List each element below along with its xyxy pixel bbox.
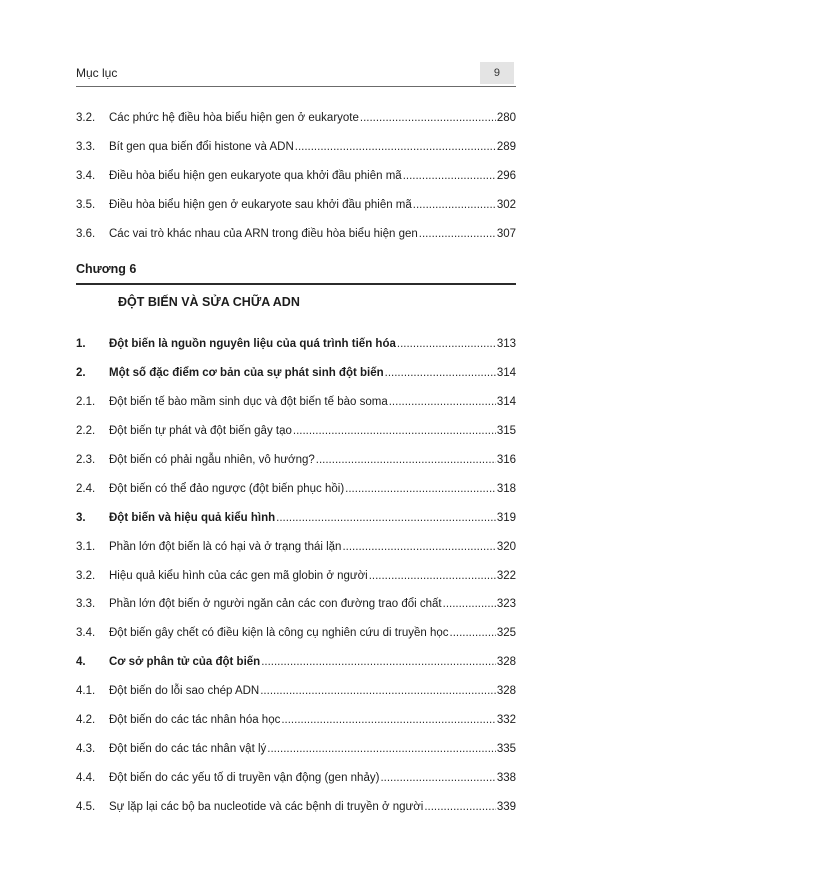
toc-entry-page: 314 bbox=[496, 367, 516, 380]
toc-entry-page: 338 bbox=[496, 771, 516, 784]
toc-entry-label: Điều hòa biểu hiện gen eukaryote qua khởi đầu phiên mã bbox=[109, 169, 402, 182]
toc-entry-label: Đột biến tự phát và đột biến gây tạo bbox=[109, 425, 292, 438]
toc-entry bbox=[76, 706, 516, 735]
toc-entry-label: Đột biến do lỗi sao chép ADN bbox=[109, 685, 260, 698]
toc-entry bbox=[76, 388, 516, 417]
toc-entry-page: 335 bbox=[496, 742, 516, 755]
dot-leader bbox=[281, 706, 495, 735]
toc-entry-number: 3.4. bbox=[76, 627, 96, 640]
toc-entry-page: 302 bbox=[496, 198, 516, 211]
toc-entry bbox=[76, 590, 516, 619]
dot-leader bbox=[369, 562, 496, 591]
dot-leader bbox=[316, 446, 496, 475]
toc-entry-number: 3.5. bbox=[76, 198, 96, 211]
toc-entry bbox=[76, 677, 516, 706]
dot-leader bbox=[295, 133, 496, 162]
dot-leader bbox=[424, 793, 495, 822]
toc-entry bbox=[76, 619, 516, 648]
toc-entry-number: 4.1. bbox=[76, 685, 96, 698]
dot-leader bbox=[413, 191, 496, 220]
toc-entry-number: 3.4. bbox=[76, 169, 96, 182]
toc-entry bbox=[76, 359, 516, 388]
toc-entry-number: 4.5. bbox=[76, 800, 96, 813]
toc-entry-page: 316 bbox=[496, 454, 516, 467]
toc-entry bbox=[76, 764, 516, 793]
toc-list-previous-chapter bbox=[76, 104, 516, 248]
toc-entry-number: 2.1. bbox=[76, 396, 96, 409]
toc-entry-page: 296 bbox=[496, 169, 516, 182]
toc-entry-number: 3.2. bbox=[76, 569, 96, 582]
toc-entry bbox=[76, 735, 516, 764]
toc-entry-page: 315 bbox=[496, 425, 516, 438]
dot-leader bbox=[293, 417, 496, 446]
toc-entry-label: Phần lớn đột biến ở người ngăn cản các con đường trao đổi chất bbox=[109, 598, 442, 611]
toc-entry-number: 3. bbox=[76, 511, 86, 524]
dot-leader bbox=[345, 475, 496, 504]
toc-entry-number: 4.2. bbox=[76, 714, 96, 727]
toc-entry-label: Đột biến gây chết có điều kiện là công cụ nghiên cứu di truyền học bbox=[109, 627, 449, 640]
chapter-label: Chương 6 bbox=[76, 262, 516, 285]
toc-entry bbox=[76, 330, 516, 359]
dot-leader bbox=[397, 330, 496, 359]
toc-entry-page: 323 bbox=[496, 598, 516, 611]
toc-entry bbox=[76, 191, 516, 220]
dot-leader bbox=[389, 388, 496, 417]
toc-entry-number: 3.6. bbox=[76, 227, 96, 240]
toc-entry-page: 328 bbox=[496, 685, 516, 698]
toc-entry-label: Đột biến do các tác nhân vật lý bbox=[109, 742, 267, 755]
dot-leader bbox=[450, 619, 496, 648]
dot-leader bbox=[267, 735, 496, 764]
toc-entry-label: Đột biến tế bào mầm sinh dục và đột biến tế bào soma bbox=[109, 396, 388, 409]
toc-entry-number: 2. bbox=[76, 367, 86, 380]
toc-entry-label: Các phức hệ điều hòa biểu hiện gen ở eukaryote bbox=[109, 112, 359, 124]
toc-entry-page: 325 bbox=[496, 627, 516, 640]
toc-entry-page: 307 bbox=[496, 227, 516, 240]
toc-entry bbox=[76, 417, 516, 446]
toc-entry-page: 328 bbox=[496, 656, 516, 669]
toc-entry bbox=[76, 220, 516, 249]
page-number-badge: 9 bbox=[480, 62, 514, 84]
toc-entry bbox=[76, 793, 516, 822]
toc-entry-page: 314 bbox=[496, 396, 516, 409]
toc-entry-label: Sự lặp lại các bộ ba nucleotide và các bệnh di truyền ở người bbox=[109, 800, 424, 813]
toc-entry-number: 1. bbox=[76, 338, 86, 351]
dot-leader bbox=[403, 162, 496, 191]
content-column bbox=[76, 64, 516, 822]
dot-leader bbox=[261, 648, 496, 677]
toc-entry-label: Đột biến do các tác nhân hóa học bbox=[109, 714, 281, 727]
toc-entry-number: 2.2. bbox=[76, 425, 96, 438]
toc-entry-label: Đột biến là nguồn nguyên liệu của quá trình tiến hóa bbox=[109, 338, 396, 351]
toc-entry bbox=[76, 446, 516, 475]
toc-entry-label: Một số đặc điểm cơ bản của sự phát sinh đột biến bbox=[109, 367, 384, 380]
dot-leader bbox=[360, 104, 496, 133]
toc-entry-page: 332 bbox=[496, 714, 516, 727]
toc-entry-number: 3.2. bbox=[76, 112, 96, 124]
toc-entry-label: Đột biến có phải ngẫu nhiên, vô hướng? bbox=[109, 454, 315, 467]
toc-entry-label: Đột biến và hiệu quả kiểu hình bbox=[109, 511, 276, 524]
dot-leader bbox=[380, 764, 495, 793]
dot-leader bbox=[260, 677, 496, 706]
toc-entry-label: Bít gen qua biến đổi histone và ADN bbox=[109, 140, 294, 153]
toc-entry-label: Điều hòa biểu hiện gen ở eukaryote sau khởi đầu phiên mã bbox=[109, 198, 412, 211]
dot-leader bbox=[419, 220, 496, 249]
toc-entry-page: 318 bbox=[496, 482, 516, 495]
toc-entry-page: 319 bbox=[496, 511, 516, 524]
toc-entry-number: 3.3. bbox=[76, 598, 96, 611]
chapter-title: ĐỘT BIẾN VÀ SỬA CHỮA ADN bbox=[118, 295, 300, 310]
page-header bbox=[76, 64, 516, 87]
toc-entry-number: 4. bbox=[76, 656, 86, 669]
dot-leader bbox=[276, 504, 496, 533]
dot-leader bbox=[385, 359, 496, 388]
toc-entry bbox=[76, 504, 516, 533]
toc-entry-label: Các vai trò khác nhau của ARN trong điều hòa biểu hiện gen bbox=[109, 227, 418, 240]
toc-entry-number: 3.3. bbox=[76, 140, 96, 153]
dot-leader bbox=[342, 533, 495, 562]
toc-entry-page: 322 bbox=[496, 569, 516, 582]
toc-entry-page: 313 bbox=[496, 338, 516, 351]
toc-entry bbox=[76, 648, 516, 677]
toc-entry-label: Cơ sở phân tử của đột biến bbox=[109, 656, 261, 669]
toc-list-chapter-6 bbox=[76, 330, 516, 821]
toc-entry-number: 4.3. bbox=[76, 742, 96, 755]
toc-entry-label: Phần lớn đột biến là có hại và ở trạng thái lặn bbox=[109, 540, 342, 553]
toc-entry-page: 320 bbox=[496, 540, 516, 553]
toc-entry bbox=[76, 133, 516, 162]
toc-entry bbox=[76, 162, 516, 191]
toc-entry-page: 289 bbox=[496, 140, 516, 153]
toc-entry-label: Hiệu quả kiểu hình của các gen mã globin ở người bbox=[109, 569, 368, 582]
toc-entry-page: 280 bbox=[496, 112, 516, 124]
toc-entry bbox=[76, 562, 516, 591]
dot-leader bbox=[443, 590, 496, 619]
toc-entry-number: 3.1. bbox=[76, 540, 96, 553]
toc-entry bbox=[76, 533, 516, 562]
toc-entry bbox=[76, 475, 516, 504]
toc-entry-number: 2.4. bbox=[76, 482, 96, 495]
toc-entry-label: Đột biến do các yếu tố di truyền vận động (gen nhảy) bbox=[109, 771, 380, 784]
toc-entry-number: 4.4. bbox=[76, 771, 96, 784]
header-title: Mục lục bbox=[76, 66, 118, 80]
toc-entry bbox=[76, 104, 516, 133]
toc-entry-label: Đột biến có thể đảo ngược (đột biến phục hồi) bbox=[109, 482, 345, 495]
toc-entry-number: 2.3. bbox=[76, 454, 96, 467]
toc-entry-page: 339 bbox=[496, 800, 516, 813]
